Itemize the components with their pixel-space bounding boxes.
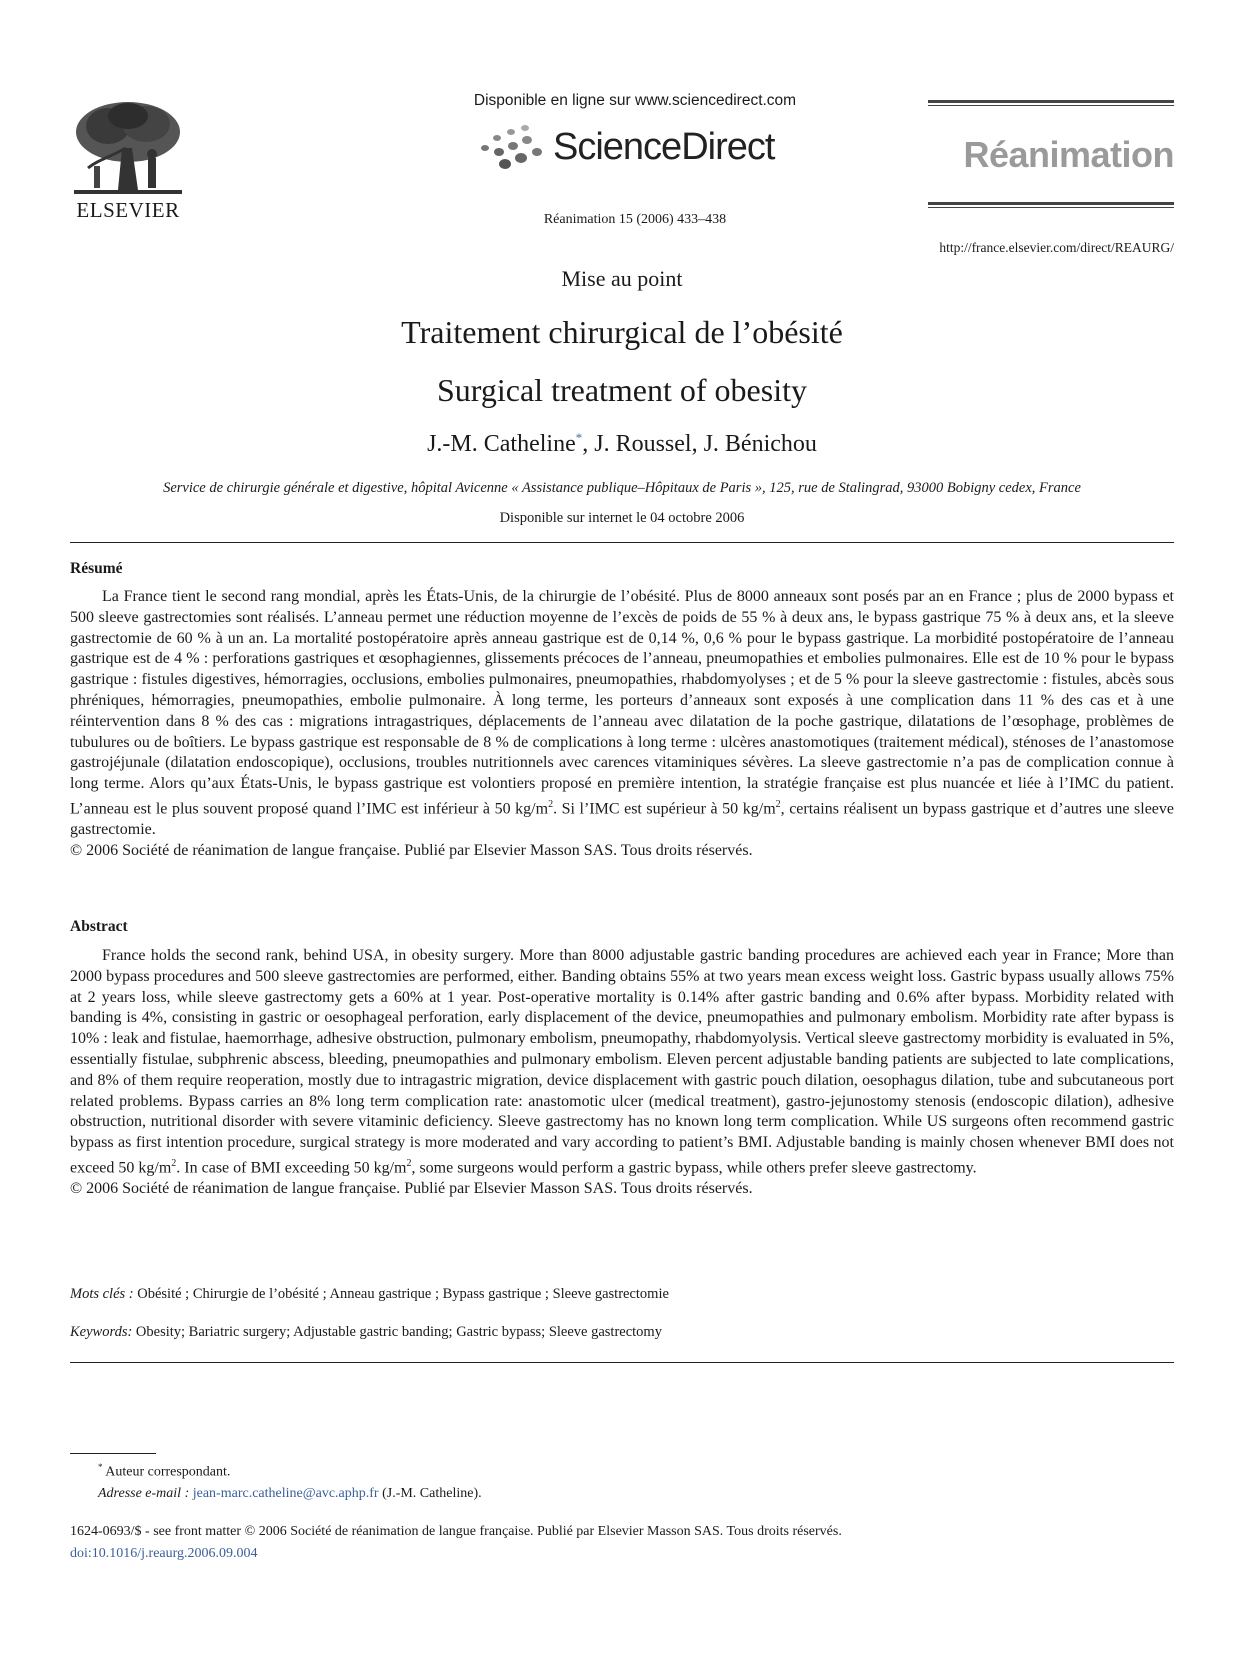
- divider-top: [70, 542, 1174, 543]
- author-names-others: , J. Roussel, J. Bénichou: [582, 431, 817, 457]
- available-online-text: Disponible en ligne sur www.sciencedirect.com: [473, 92, 797, 109]
- corresponding-author-mark[interactable]: *: [575, 430, 583, 445]
- abstract-body: [70, 946, 1174, 1200]
- journal-title: Réanimation: [963, 134, 1174, 175]
- footnote-corresponding-text: Auteur correspondant.: [102, 1464, 231, 1480]
- abstract-paragraph: [70, 946, 1174, 1179]
- email-link[interactable]: jean-marc.catheline@avc.aphp.fr: [192, 1486, 379, 1501]
- sciencedirect-dots-icon: [475, 122, 551, 174]
- email-label: Adresse e-mail :: [98, 1486, 190, 1501]
- keywords-french-values: Obésité ; Chirurgie de l’obésité ; Anneau gastrique ; Bypass gastrique ; Sleeve gastrectomie: [133, 1286, 669, 1302]
- keywords-english-values: Obesity; Bariatric surgery; Adjustable gastric banding; Gastric bypass; Sleeve gastrectomy: [132, 1324, 662, 1340]
- journal-url-link[interactable]: http://france.elsevier.com/direct/REAURG/: [939, 240, 1174, 255]
- keywords-french-label: Mots clés :: [70, 1286, 134, 1302]
- footnote-email: [70, 1486, 482, 1502]
- resume-body: [70, 587, 1174, 862]
- keywords-french: [70, 1286, 1174, 1303]
- resume-heading: Résumé: [70, 560, 123, 577]
- elsevier-logo: [68, 98, 188, 223]
- superscript: 2: [548, 798, 554, 810]
- journal-citation: Réanimation 15 (2006) 433–438: [543, 212, 727, 227]
- affiliation: Service de chirurgie générale et digestive, hôpital Avicenne « Assistance publique–Hôpitaux de Paris », 125, rue de Stalingrad, 93000 Bobigny cedex, France: [163, 480, 1081, 496]
- footnote-mark: *: [98, 1462, 103, 1472]
- article-title-french: Traitement chirurgical de l’obésité: [401, 314, 843, 350]
- resume-text-part-1: La France tient le second rang mondial, après les États-Unis, de la chirurgie de l’obésité. Plus de 8000 anneaux sont posés par an en France ; plus de 2000 bypass et 500 sleeve gastrectomies sont réalisés. L’anneau permet une réduction moyenne de l’excès de poids de 55 % à deux ans, le bypass gastrique 75 % à deux ans, et la sleeve gastrectomie de 60 % à un an. La mortalité postopératoire après anneau gastrique est de 0,14 %, 0,6 % pour le bypass gastrique. La morbidité postopératoire de l’anneau gastrique est de 4 % : perforations gastriques et œsophagiennes, glissements précoces de l’anneau, pneumopathies et embolies pulmonaires. Elle est de 10 % pour le bypass gastrique : fistules digestives, hémorragies, occlusions, embolies pulmonaires, pneumopathies, rhabdomyolyses ; et de 5 % pour la sleeve gastrectomie : fistules, abcès sous phréniques, hémorragies, pneumopathies, embolie pulmonaire. À long terme, les porteurs d’anneaux sont exposés à une complication dans 11 % des cas et à une réintervention dans 8 % des cas : migrations intragastriques, déplacements de l’anneau avec dilatation de la poche gastrique, dilatations de l’œsophage, problèmes de tubulures ou de boîtiers. Le bypass gastrique est responsable de 8 % de complications à long terme : ulcères anastomotiques (traitement médical), sténoses de l’anastomose gastrojéjunale (dilatation endoscopique), occlusions, troubles nutritionnels avec carences vitaminiques sévères. La sleeve gastrectomie n’a pas de complication connue à long terme. Alors qu’aux États-Unis, le bypass gastrique est volontiers proposé en première intention, la stratégie française est plus nuancée et liée à l’IMC du patient. L’anneau est le plus souvent proposé quand l’IMC est inférieur à 50 kg/m: [70, 588, 1174, 818]
- superscript: 2: [775, 798, 781, 810]
- abstract-text-part-1: France holds the second rank, behind USA, in obesity surgery. More than 8000 adjustable gastric banding procedures are achieved each year in France; More than 2000 bypass procedures and 500 sleeve gastrectomies are performed, either. Banding obtains 55% at two years mean excess weight loss. Gastric bypass usually allows 75% at 2 years loss, while sleeve gastrectomy gets a 60% at 1 year. Post-operative mortality is 0.14% after gastric banding and 0.6% after bypass. Morbidity related with banding is 4%, consisting in gastric or oesophageal perforation, early displacement of the device, pneumopathies and pulmonary embolism. Morbidity rate after bypass is 10% : leak and fistulae, haemorrhage, adhesive obstruction, pulmonary embolism, pneumopathy, rhabdomyolysis. Vertical sleeve gastrectomy morbidity is evaluated in 5%, essentially fistulae, subphrenic abscess, bleeding, pneumopathies and pulmonary embolism. Eleven percent adjustable banding patients are subjected to late complications, and 8% of them require reoperation, mostly due to intragastric migration, device displacement with gastric pouch dilation, oesophagus dilation, tube and subcutaneous port related problems. Bypass carries an 8% long term complication rate: anastomotic ulcer (medical treatment), gastro-jejunostomy stenosis (endoscopic dilation), adhesive obstruction, nutritional disorder with severe vitaminic deficiency. Sleeve gastrectomy has no known long term complication. While US surgeons often recommend gastric bypass as first intention procedure, surgical strategy is more moderated and vary according to patient’s BMI. Adjustable banding is mainly chosen whenever BMI does not exceed 50 kg/m: [70, 947, 1174, 1177]
- superscript: 2: [171, 1157, 177, 1169]
- author-list: [70, 430, 1174, 458]
- doi-link[interactable]: doi:10.1016/j.reaurg.2006.09.004: [70, 1546, 258, 1561]
- keywords-english-label: Keywords:: [70, 1324, 133, 1340]
- resume-paragraph: [70, 587, 1174, 841]
- divider-bottom: [70, 1362, 1174, 1363]
- sciencedirect-wordmark: ScienceDirect: [553, 126, 775, 168]
- sciencedirect-logo: [475, 122, 795, 178]
- superscript: 2: [406, 1157, 412, 1169]
- footnote-rule: [70, 1453, 156, 1454]
- resume-text-part-3: , certains réalisent un bypass gastrique et d’autres une sleeve gastrectomie.: [70, 800, 1175, 839]
- journal-masthead: [928, 100, 1174, 208]
- resume-text-part-2: . Si l’IMC est supérieur à 50 kg/m: [553, 800, 776, 818]
- resume-copyright: © 2006 Société de réanimation de langue française. Publié par Elsevier Masson SAS. Tous droits réservés.: [70, 841, 753, 859]
- masthead-rule-bottom: [928, 202, 1174, 208]
- abstract-text-part-3: , some surgeons would perform a gastric bypass, while others prefer sleeve gastrectomy.: [411, 1159, 977, 1177]
- abstract-copyright: © 2006 Société de réanimation de langue française. Publié par Elsevier Masson SAS. Tous droits réservés.: [70, 1180, 753, 1198]
- front-matter: 1624-0693/$ - see front matter © 2006 Société de réanimation de langue française. Publié par Elsevier Masson SAS. Tous droits réservés.: [70, 1524, 842, 1539]
- availability-date: Disponible sur internet le 04 octobre 2006: [499, 510, 745, 526]
- masthead-rule-top: [928, 100, 1174, 106]
- author-name-catheline: J.-M. Catheline: [427, 431, 576, 457]
- section-type: Mise au point: [561, 266, 683, 291]
- footnote-corresponding: [70, 1462, 230, 1481]
- keywords-english: [70, 1324, 1174, 1341]
- abstract-text-part-2: . In case of BMI exceeding 50 kg/m: [176, 1159, 407, 1177]
- article-title-english: Surgical treatment of obesity: [437, 372, 807, 408]
- email-owner: (J.-M. Catheline).: [378, 1486, 482, 1501]
- abstract-heading: Abstract: [70, 918, 128, 935]
- elsevier-wordmark: ELSEVIER: [76, 198, 180, 222]
- elsevier-tree-icon: [68, 98, 188, 196]
